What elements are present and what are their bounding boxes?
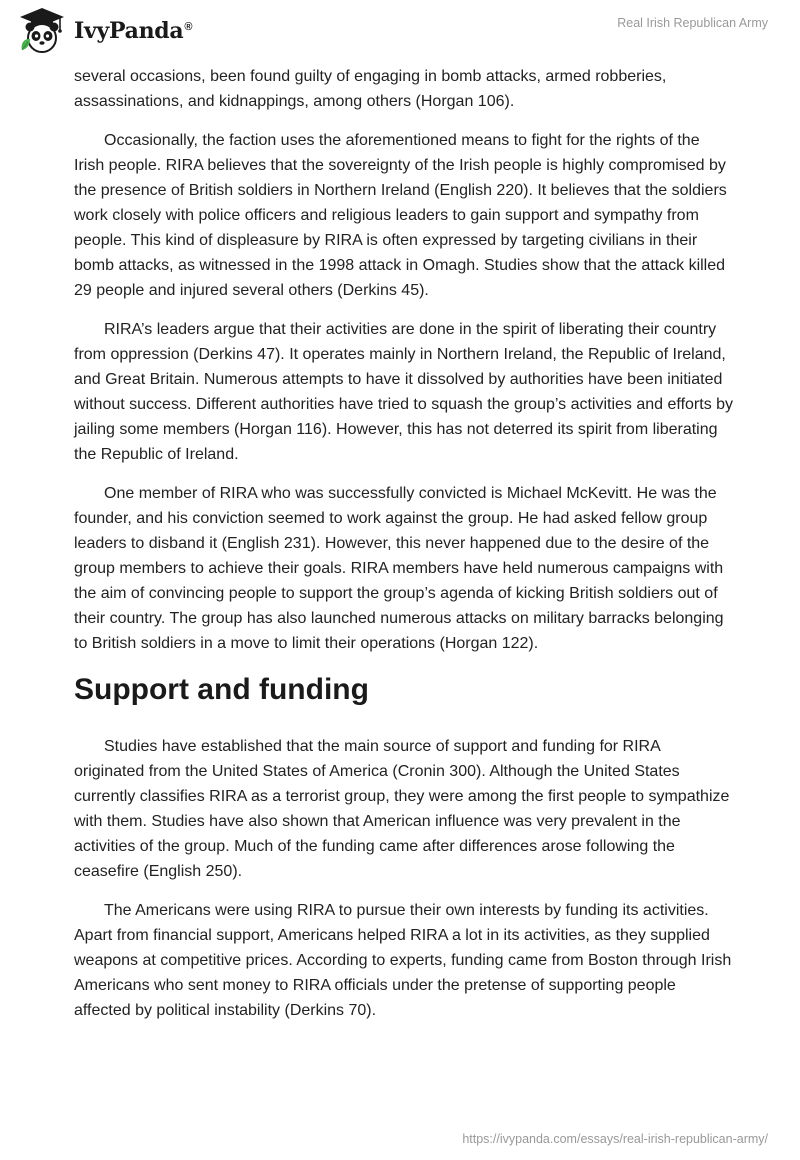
paragraph: Occasionally, the faction uses the aforementioned means to fight for the rights of the Irish people. RIRA believes that the sovereignty of the Irish people is highly compromised by the presence of British soldiers in Northern Ireland (English 220). It believes that the soldiers work closely with police officers and religious leaders to gain support and sympathy from people. This kind of displeasure by RIRA is often expressed by targeting civilians in their bomb attacks, as witnessed in the 1998 attack in Omagh. Studies show that the attack killed 29 people and injured several others (Derkins 45). (74, 132, 727, 299)
section-heading: Support and funding (74, 673, 369, 706)
panda-graduate-icon (16, 6, 68, 56)
source-url-link[interactable]: https://ivypanda.com/essays/real-irish-republican-army/ (462, 1132, 768, 1146)
paragraph: The Americans were using RIRA to pursue their own interests by funding its activities. Apart from financial support, Americans helped RIRA a lot in its activities, as they supplied weapons at competitive prices. According to experts, funding came from Boston through Irish Americans who sent money to RIRA officials under the pretense of supporting people affected by political instability (Derkins 70). (74, 902, 732, 1019)
paragraph: One member of RIRA who was successfully convicted is Michael McKevitt. He was the founder, and his conviction seemed to work against the group. He had asked fellow group leaders to disband it (English 231). However, this never happened due to the desire of the group members to achieve their goals. RIRA members have held numerous campaigns with the aim of convincing people to support the group’s agenda of kicking British soldiers out of their country. The group has also launched numerous attacks on military barracks belonging to British soldiers in a move to limit their operations (Horgan 122). (74, 485, 724, 652)
page-header (0, 0, 800, 62)
ivypanda-logo[interactable] (16, 6, 192, 56)
registered-mark: ® (184, 20, 193, 33)
paragraph: several occasions, been found guilty of engaging in bomb attacks, armed robberies, assassinations, and kidnappings, among others (Horgan 106). (74, 68, 667, 110)
paragraph: RIRA’s leaders argue that their activities are done in the spirit of liberating their country from oppression (Derkins 47). It operates mainly in Northern Ireland, the Republic of Ireland, and Great Britain. Numerous attempts to have it dissolved by authorities have been initiated without success. Different authorities have tried to squash the group’s activities and efforts by jailing some members (Horgan 116). However, this has not deterred its spirit from liberating the Republic of Ireland. (74, 321, 734, 463)
essay-content (74, 64, 734, 1037)
logo-text: IvyPanda® (74, 18, 193, 44)
paragraph: Studies have established that the main source of support and funding for RIRA originated from the United States of America (Cronin 300). Although the United States currently classifies RIRA as a terrorist group, they were among the first people to sympathize with them. Studies have also shown that American influence was very prevalent in the activities of the group. Much of the funding came after differences arose following the ceasefire (English 250). (74, 738, 730, 880)
document-title: Real Irish Republican Army (617, 16, 768, 30)
